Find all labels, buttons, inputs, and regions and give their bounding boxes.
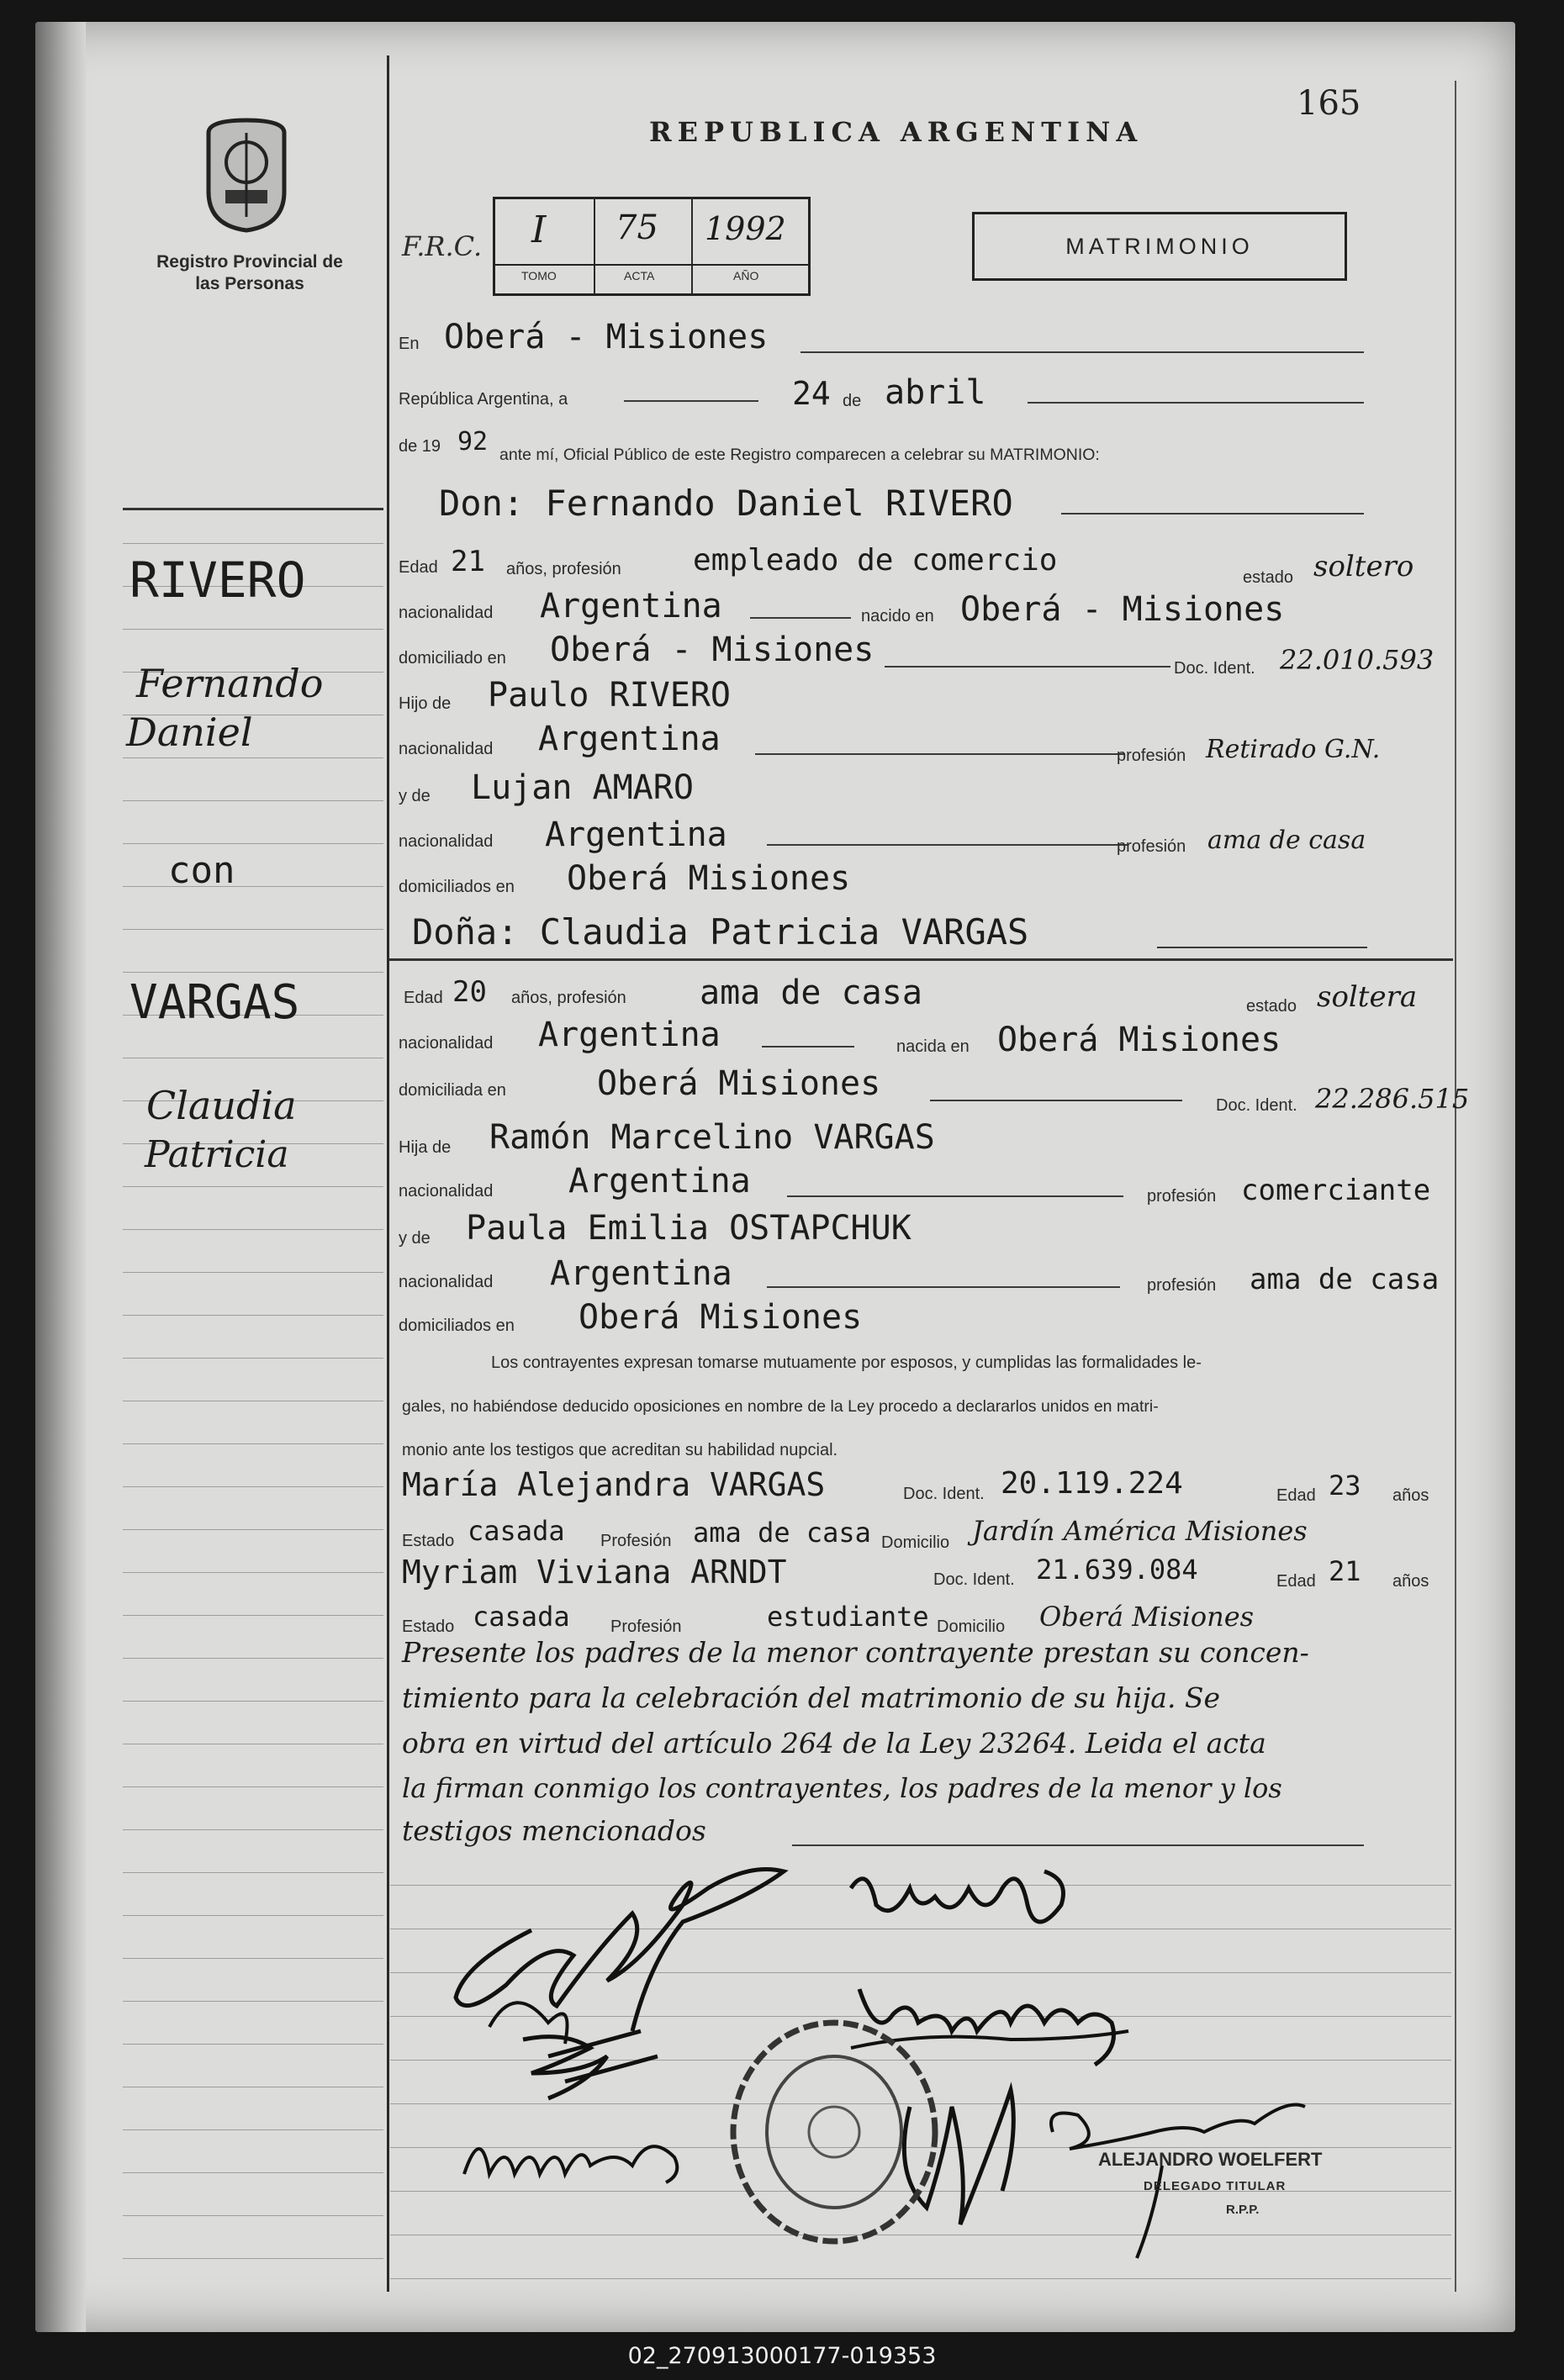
bride-civil-state: soltera	[1317, 980, 1418, 1014]
book-binding	[35, 22, 86, 2332]
witness-2-anos-label: años	[1392, 1572, 1429, 1591]
groom-residence: Oberá - Misiones	[550, 631, 874, 669]
bride-doc: 22.286.515	[1315, 1083, 1470, 1115]
witness-2-age: 21	[1329, 1555, 1361, 1587]
bride-edad-label: Edad	[404, 989, 443, 1007]
year-prefix: de 19	[399, 437, 441, 456]
margin-bride-given-1: Claudia	[146, 1083, 297, 1128]
ruled-line	[123, 2215, 383, 2216]
act-type-label: MATRIMONIO	[1065, 233, 1254, 259]
groom-nationality: Argentina	[540, 587, 722, 625]
witness-2-state: casada	[473, 1601, 570, 1633]
ruled-line	[123, 800, 383, 801]
witness-2-residence: Oberá Misiones	[1039, 1601, 1255, 1633]
ruled-line	[123, 1529, 383, 1530]
witness-2-doc-label: Doc. Ident.	[933, 1570, 1015, 1589]
en-label: En	[399, 335, 420, 353]
ruled-line	[123, 1272, 383, 1273]
page-number: 165	[1297, 84, 1361, 123]
ruled-line	[123, 929, 383, 930]
note-line-5: testigos mencionados	[402, 1814, 706, 1847]
bride-mother-prof-label: profesión	[1147, 1276, 1217, 1295]
bride-mother: Paula Emilia OSTAPCHUK	[466, 1209, 911, 1248]
groom-doc-label: Doc. Ident.	[1174, 659, 1255, 678]
fill-line	[792, 1844, 1364, 1846]
note-line-4: la firman conmigo los contrayentes, los padres de la menor y los	[402, 1772, 1282, 1804]
margin-groom-given-1: Fernando	[136, 661, 324, 706]
ruled-line	[123, 1358, 383, 1359]
groom-father-nationality: Argentina	[538, 720, 721, 758]
witness-2-name: Myriam Viviana ARNDT	[402, 1554, 787, 1591]
groom-estado-label: estado	[1243, 568, 1294, 587]
bride-yde-label: y de	[399, 1229, 431, 1248]
bride-mother-nac-label: nacionalidad	[399, 1273, 494, 1291]
witness-1-dom-label: Domicilio	[881, 1533, 950, 1552]
groom-anos-label: años, profesión	[506, 560, 621, 578]
ruled-line	[123, 843, 383, 844]
ruled-line	[123, 1186, 383, 1187]
bride-parents-residence: Oberá Misiones	[579, 1298, 863, 1337]
ruled-line	[123, 1486, 383, 1487]
officer-signature	[1036, 2082, 1322, 2267]
margin-bride-surname: VARGAS	[129, 975, 300, 1030]
bride-birthplace: Oberá Misiones	[997, 1021, 1281, 1059]
groom-mother-prof-label: profesión	[1117, 837, 1186, 856]
fill-line	[750, 617, 851, 619]
witness-1-doc-label: Doc. Ident.	[903, 1485, 985, 1503]
ruled-line	[123, 1701, 383, 1702]
intro-month: abril	[885, 373, 986, 412]
witness-1-edad-label: Edad	[1276, 1486, 1316, 1505]
fill-line	[800, 351, 1364, 353]
scan-id-caption: 02_270913000177-019353	[627, 2343, 937, 2369]
note-line-3: obra en virtud del artículo 264 de la Ley 23264. Leida el acta	[402, 1727, 1266, 1760]
fill-line	[1061, 513, 1364, 515]
acta-value: 75	[616, 208, 658, 247]
groom-full-name: Don: Fernando Daniel RIVERO	[439, 483, 1013, 524]
ruled-line	[123, 1958, 383, 1959]
groom-dom-label: domiciliado en	[399, 649, 506, 668]
fill-line	[885, 666, 1170, 668]
intro-place: Oberá - Misiones	[444, 318, 769, 356]
country-heading: REPUBLICA ARGENTINA	[649, 116, 1144, 148]
witness-2-estado-label: Estado	[402, 1617, 455, 1636]
witness-2-edad-label: Edad	[1276, 1572, 1316, 1591]
bride-father-profession: comerciante	[1241, 1174, 1431, 1207]
ruled-line	[123, 1615, 383, 1616]
margin-rule	[387, 55, 389, 2292]
frc-cell-divider	[691, 197, 693, 293]
margin-con: con	[168, 849, 235, 892]
bride-age: 20	[452, 975, 487, 1009]
margin-groom-surname: RIVERO	[129, 551, 306, 609]
witness-1-state: casada	[468, 1515, 565, 1547]
official-stamp-seal	[725, 2014, 943, 2250]
fill-line	[1157, 947, 1367, 948]
ruled-line	[123, 1786, 383, 1787]
fill-line	[767, 844, 1128, 846]
groom-profession: empleado de comercio	[693, 543, 1058, 578]
frc-label: F.R.C.	[402, 230, 483, 262]
acta-label: ACTA	[624, 269, 655, 282]
frc-label-divider	[493, 264, 808, 266]
tomo-value: I	[531, 208, 547, 251]
tomo-label: TOMO	[521, 269, 557, 282]
ante-text: ante mí, Oficial Público de este Registro comparecen a celebrar su MATRIMONIO:	[499, 446, 1100, 464]
fill-line	[755, 753, 1125, 755]
bride-father-nationality: Argentina	[568, 1162, 751, 1201]
officer-office: R.P.P.	[1226, 2203, 1260, 2217]
groom-doms-label: domiciliados en	[399, 878, 515, 896]
bride-father: Ramón Marcelino VARGAS	[489, 1118, 935, 1157]
right-border-rule	[1455, 81, 1456, 2292]
margin-bride-given-2: Patricia	[145, 1133, 289, 1176]
groom-hijo-label: Hijo de	[399, 694, 452, 713]
bride-mother-nationality: Argentina	[550, 1254, 732, 1293]
bride-signature	[843, 1855, 1078, 1955]
bride-anos-label: años, profesión	[511, 989, 626, 1007]
witness-1-prof-label: Profesión	[600, 1532, 672, 1550]
bride-doc-label: Doc. Ident.	[1216, 1096, 1297, 1115]
ano-value: 1992	[705, 210, 786, 247]
bride-father-prof-label: profesión	[1147, 1187, 1217, 1206]
republica-label: República Argentina, a	[399, 390, 568, 409]
ruled-line	[123, 2001, 383, 2002]
groom-father-prof-label: profesión	[1117, 747, 1186, 765]
bride-dom-label: domiciliada en	[399, 1081, 506, 1100]
year-suffix: 92	[457, 427, 489, 456]
act-type-box	[972, 212, 1347, 281]
groom-nac-label: nacionalidad	[399, 604, 494, 622]
ruled-line	[123, 2258, 383, 2259]
witness-1-anos-label: años	[1392, 1486, 1429, 1505]
witness-2-prof-label: Profesión	[610, 1617, 682, 1636]
fill-line	[1028, 402, 1364, 404]
margin-divider	[123, 508, 383, 510]
bride-hija-label: Hija de	[399, 1138, 452, 1157]
bride-doms-label: domiciliados en	[399, 1317, 515, 1335]
ruled-line	[123, 2129, 383, 2130]
groom-father-nac-label: nacionalidad	[399, 740, 494, 758]
fill-line	[930, 1100, 1182, 1101]
groom-father: Paulo RIVERO	[488, 676, 731, 715]
ruled-line	[123, 757, 383, 758]
registry-name: Registro Provincial de las Personas	[156, 252, 343, 293]
note-line-1: Presente los padres de la menor contrayente prestan su concen-	[402, 1636, 1309, 1669]
groom-nacido-label: nacido en	[861, 607, 934, 625]
ruled-line	[123, 972, 383, 973]
groom-mother-nationality: Argentina	[545, 815, 727, 854]
witness-1-profession: ama de casa	[693, 1517, 871, 1549]
bride-nationality: Argentina	[538, 1016, 721, 1054]
bride-nacida-label: nacida en	[896, 1037, 970, 1056]
ruled-line	[123, 1915, 383, 1916]
section-divider	[388, 958, 1453, 961]
ruled-line	[123, 629, 383, 630]
witness-signature	[515, 2023, 683, 2107]
bride-residence: Oberá Misiones	[597, 1064, 881, 1103]
groom-mother: Lujan AMARO	[471, 768, 694, 807]
fill-line	[787, 1195, 1123, 1197]
fill-line	[767, 1286, 1120, 1288]
groom-civil-state: soltero	[1313, 550, 1414, 583]
ruled-line	[123, 1443, 383, 1444]
fill-line	[762, 1046, 854, 1048]
ruled-line	[123, 1315, 383, 1316]
margin-groom-given-2: Daniel	[126, 710, 253, 755]
ruled-line	[123, 1658, 383, 1659]
note-line-2: timiento para la celebración del matrimonio de su hija. Se	[402, 1681, 1221, 1714]
bride-estado-label: estado	[1246, 997, 1297, 1016]
bride-full-name: Doña: Claudia Patricia VARGAS	[412, 911, 1029, 953]
groom-age: 21	[451, 545, 485, 578]
declaration-line-1: Los contrayentes expresan tomarse mutuamente por esposos, y cumplidas las formalidades le-	[491, 1354, 1202, 1372]
officer-title: DELEGADO TITULAR	[1144, 2179, 1287, 2193]
intro-day: 24	[792, 375, 831, 412]
ruled-line	[123, 886, 383, 887]
fill-line	[624, 400, 758, 402]
ruled-line	[123, 2044, 383, 2045]
bride-profession: ama de casa	[700, 974, 922, 1012]
witness-1-estado-label: Estado	[402, 1532, 455, 1550]
ruled-line	[123, 1872, 383, 1873]
witness-1-name: María Alejandra VARGAS	[402, 1466, 826, 1503]
witness-1-doc: 20.119.224	[1001, 1466, 1183, 1501]
frc-cell-divider	[594, 197, 595, 293]
bride-nac-label: nacionalidad	[399, 1034, 494, 1053]
witness-1-residence: Jardín América Misiones	[972, 1515, 1308, 1547]
witness-2-signature	[456, 2107, 708, 2208]
ruled-line	[123, 1229, 383, 1230]
ruled-line	[123, 1572, 383, 1573]
declaration-line-2: gales, no habiéndose deducido oposiciones en nombre de la Ley procedo a declararlos unidos en matri-	[402, 1397, 1159, 1416]
bride-father-nac-label: nacionalidad	[399, 1182, 494, 1201]
witness-2-doc: 21.639.084	[1036, 1554, 1198, 1586]
groom-yde-label: y de	[399, 787, 431, 805]
groom-mother-profession: ama de casa	[1207, 826, 1366, 855]
declaration-line-3: monio ante los testigos que acreditan su habilidad nupcial.	[402, 1441, 838, 1459]
ruled-line	[123, 1829, 383, 1830]
groom-doc: 22.010.593	[1280, 644, 1435, 676]
ruled-line	[123, 2172, 383, 2173]
register-page	[35, 22, 1515, 2332]
ruled-line	[390, 2278, 1451, 2279]
groom-mother-nac-label: nacionalidad	[399, 832, 494, 851]
witness-1-age: 23	[1329, 1470, 1361, 1501]
groom-birthplace: Oberá - Misiones	[960, 590, 1285, 629]
groom-father-profession: Retirado G.N.	[1206, 735, 1381, 764]
officer-name: ALEJANDRO WOELFERT	[1098, 2149, 1323, 2170]
coat-of-arms-emblem	[200, 116, 293, 234]
ano-label: AÑO	[733, 269, 759, 282]
de-label: de	[843, 392, 862, 410]
ruled-line	[123, 543, 383, 544]
groom-edad-label: Edad	[399, 558, 438, 577]
witness-2-dom-label: Domicilio	[937, 1617, 1006, 1636]
bride-mother-profession: ama de casa	[1250, 1263, 1440, 1296]
groom-parents-residence: Oberá Misiones	[567, 859, 851, 898]
witness-2-profession: estudiante	[767, 1601, 929, 1633]
